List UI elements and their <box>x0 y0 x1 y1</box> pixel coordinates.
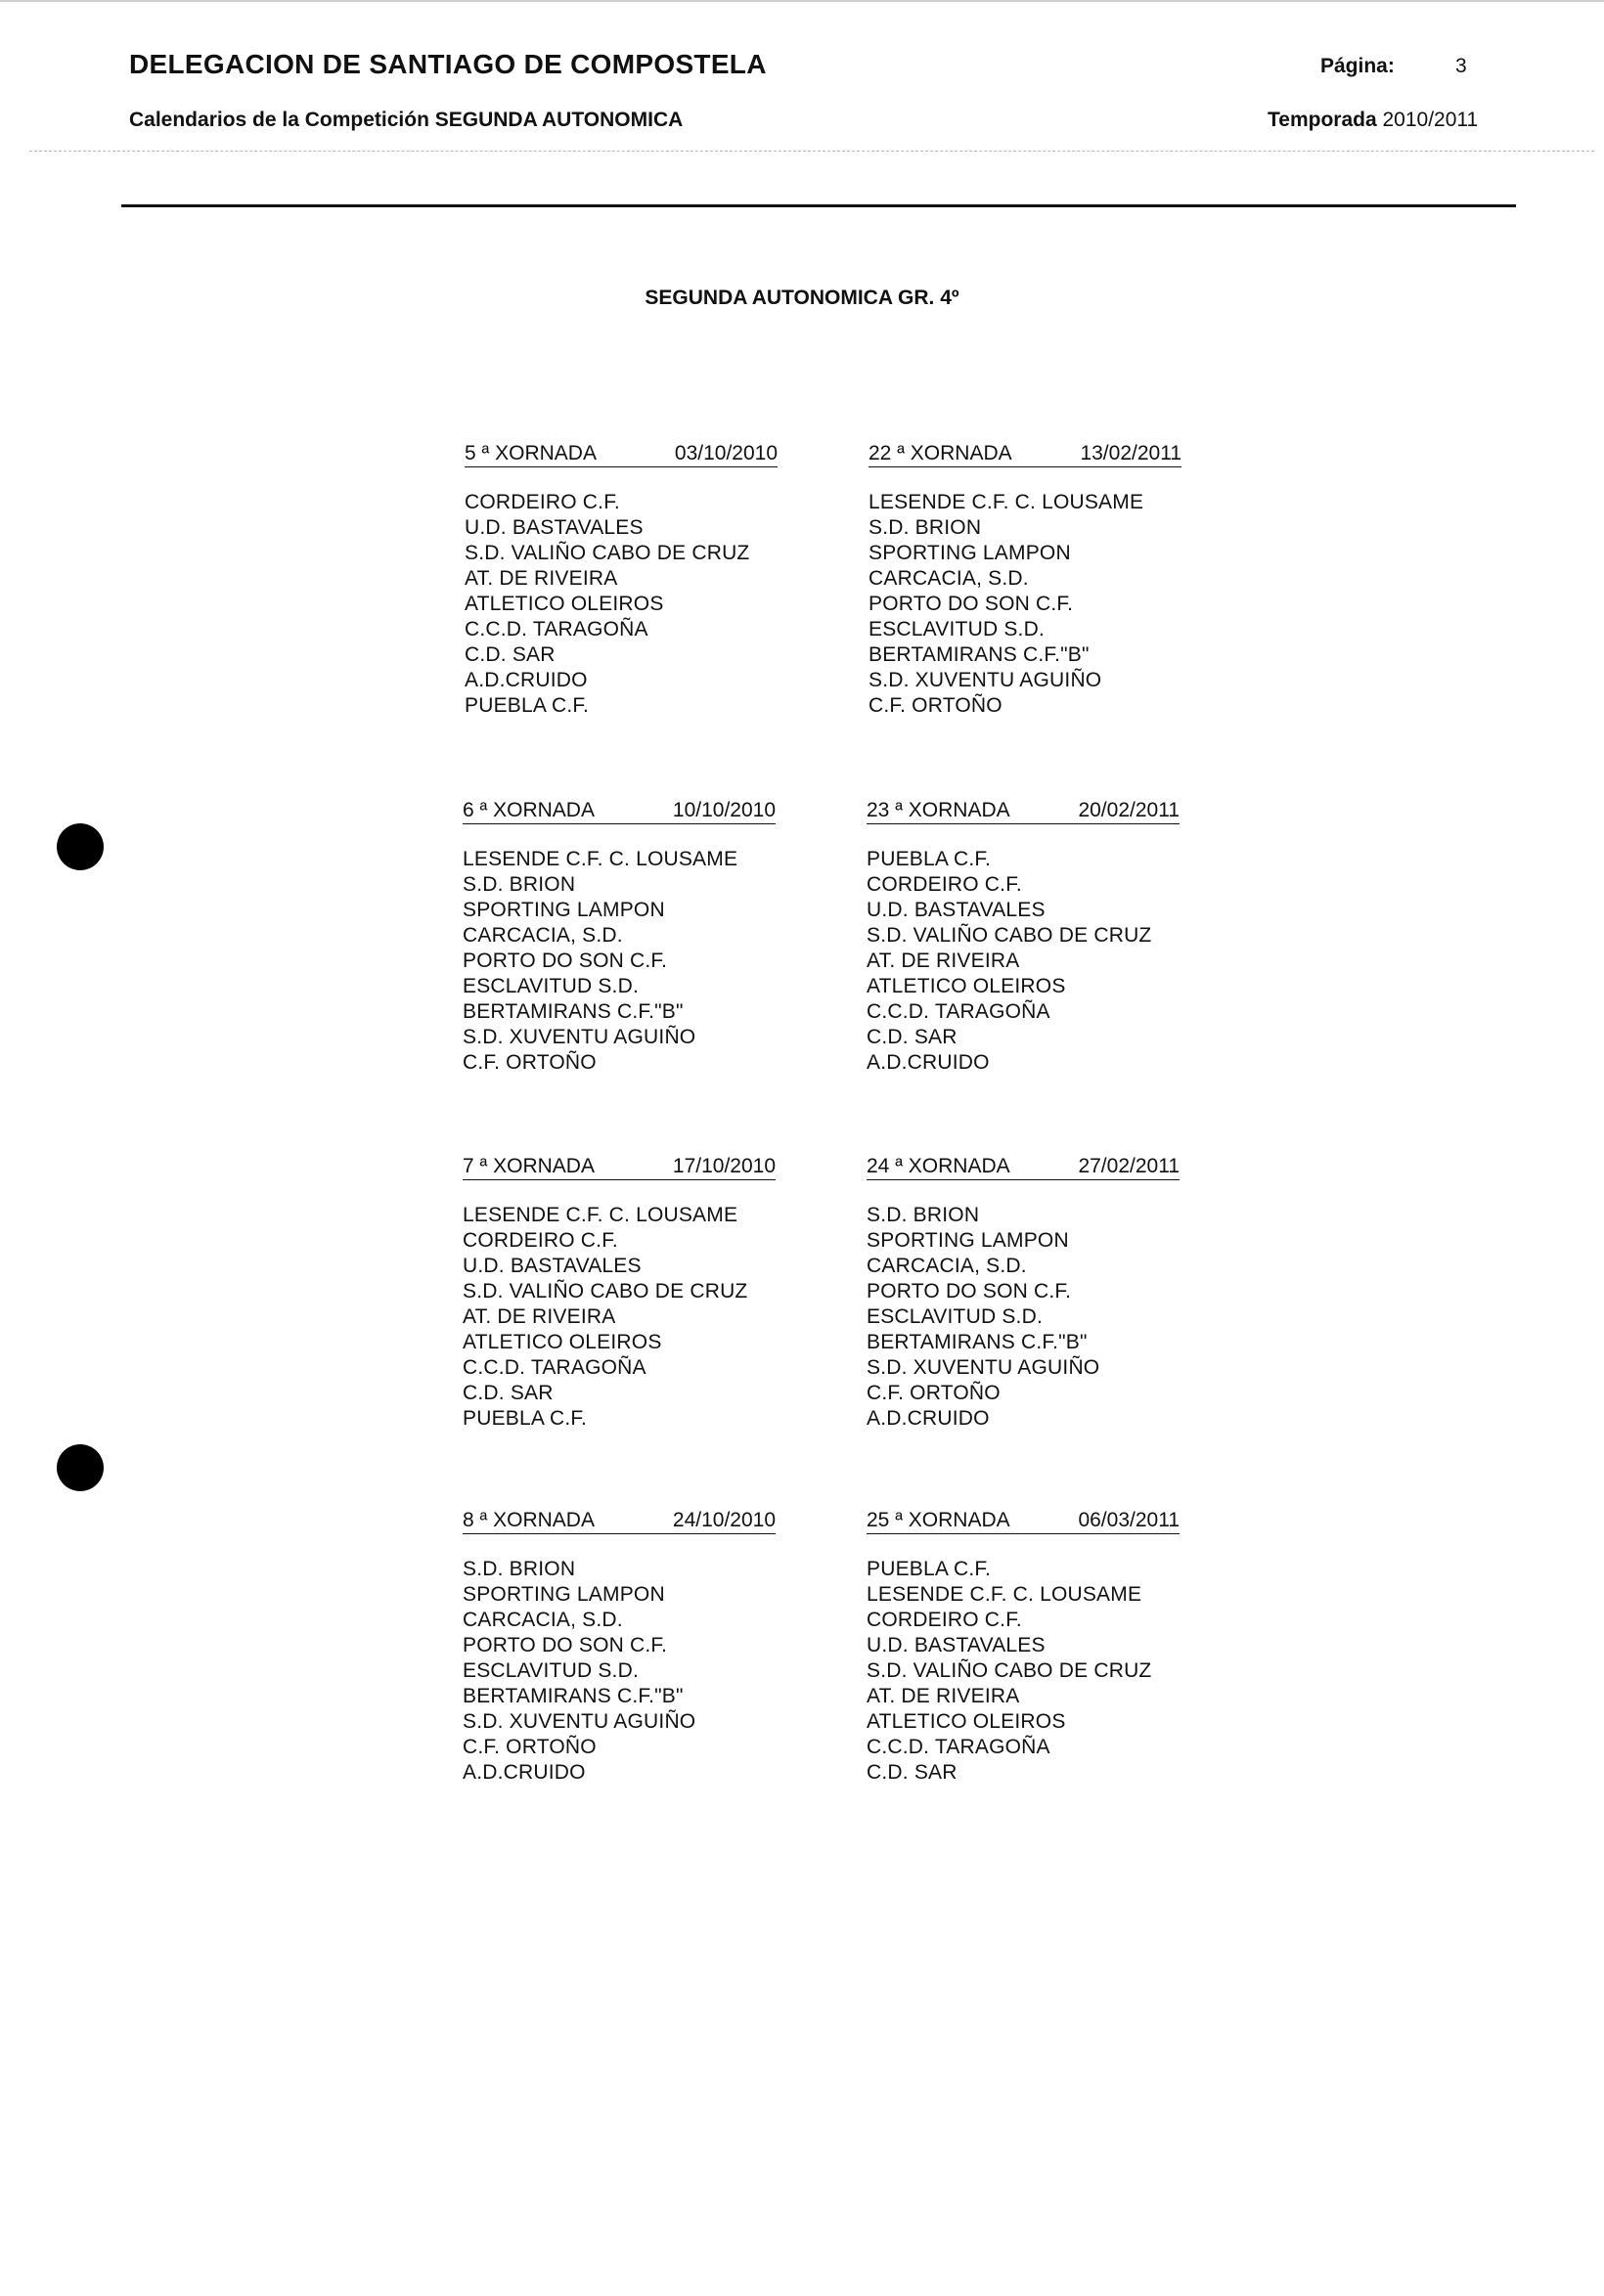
team-name: PUEBLA C.F. <box>465 694 590 717</box>
team-name: CORDEIRO C.F. <box>465 491 620 513</box>
team-name: A.D.CRUIDO <box>867 1407 990 1430</box>
round-header <box>867 1154 1180 1180</box>
team-name: CORDEIRO C.F. <box>867 873 1022 896</box>
team-name: AT. DE RIVEIRA <box>465 567 618 590</box>
page-label: Página: <box>1320 55 1395 77</box>
team-name: CARCACIA, S.D. <box>867 1255 1027 1277</box>
team-name: C.D. SAR <box>867 1026 958 1048</box>
round-header <box>465 441 778 467</box>
team-name: C.D. SAR <box>867 1761 958 1784</box>
team-name: S.D. BRION <box>463 873 576 896</box>
team-name: S.D. BRION <box>867 1204 980 1226</box>
round-block <box>463 1154 776 1432</box>
team-name: C.F. ORTOÑO <box>463 1051 597 1074</box>
team-name: U.D. BASTAVALES <box>463 1255 642 1277</box>
round-label: 23 ª XORNADA <box>867 799 1010 821</box>
team-name: AT. DE RIVEIRA <box>463 1305 616 1328</box>
team-name: LESENDE C.F. C. LOUSAME <box>869 491 1144 513</box>
page-number: 3 <box>1455 55 1467 77</box>
season <box>1268 109 1478 132</box>
team-name: ATLETICO OLEIROS <box>465 593 664 615</box>
team-name: ESCLAVITUD S.D. <box>869 618 1045 640</box>
round-label: 24 ª XORNADA <box>867 1155 1010 1177</box>
team-name: PUEBLA C.F. <box>867 1558 992 1580</box>
round-date: 06/03/2011 <box>1078 1509 1180 1531</box>
team-name: ESCLAVITUD S.D. <box>867 1305 1043 1328</box>
team-name: U.D. BASTAVALES <box>465 516 644 539</box>
round-date: 17/10/2010 <box>672 1155 776 1177</box>
round-header <box>869 441 1181 467</box>
team-name: CARCACIA, S.D. <box>463 1609 623 1631</box>
round-block <box>867 798 1180 1076</box>
team-name: SPORTING LAMPON <box>463 899 665 921</box>
round-date: 20/02/2011 <box>1078 799 1180 821</box>
team-name: PORTO DO SON C.F. <box>869 593 1074 615</box>
team-name: A.D.CRUIDO <box>867 1051 990 1074</box>
team-name: S.D. VALIÑO CABO DE CRUZ <box>463 1280 748 1303</box>
team-list <box>867 1557 1180 1786</box>
round-date: 24/10/2010 <box>672 1509 776 1531</box>
team-name: ATLETICO OLEIROS <box>867 1710 1066 1733</box>
team-list <box>465 490 778 719</box>
team-list <box>463 847 776 1076</box>
team-name: CARCACIA, S.D. <box>463 924 623 947</box>
team-name: A.D.CRUIDO <box>463 1761 586 1784</box>
organization-title: DELEGACION DE SANTIAGO DE COMPOSTELA <box>129 49 767 79</box>
team-name: U.D. BASTAVALES <box>867 899 1046 921</box>
round-label: 5 ª XORNADA <box>465 442 597 464</box>
round-block <box>465 441 778 719</box>
round-header <box>463 1154 776 1180</box>
team-name: U.D. BASTAVALES <box>867 1634 1046 1656</box>
season-value: 2010/2011 <box>1382 109 1479 131</box>
team-name: BERTAMIRANS C.F."B" <box>463 1000 684 1023</box>
team-name: ATLETICO OLEIROS <box>463 1331 662 1353</box>
team-name: BERTAMIRANS C.F."B" <box>463 1685 684 1707</box>
punch-hole-icon <box>57 1444 104 1491</box>
team-name: S.D. VALIÑO CABO DE CRUZ <box>867 1659 1152 1682</box>
team-list <box>463 1557 776 1786</box>
team-name: S.D. BRION <box>869 516 982 539</box>
team-name: A.D.CRUIDO <box>465 669 588 691</box>
team-name: SPORTING LAMPON <box>869 542 1071 564</box>
team-name: PORTO DO SON C.F. <box>867 1280 1072 1303</box>
team-name: S.D. XUVENTU AGUIÑO <box>463 1710 696 1733</box>
group-title-text: SEGUNDA AUTONOMICA GR. 4º <box>645 287 959 309</box>
team-name: CORDEIRO C.F. <box>867 1609 1022 1631</box>
team-name: S.D. BRION <box>463 1558 576 1580</box>
round-date: 27/02/2011 <box>1078 1155 1180 1177</box>
header-dashed-divider <box>29 151 1594 152</box>
team-name: PUEBLA C.F. <box>463 1407 588 1430</box>
round-date: 13/02/2011 <box>1080 442 1181 464</box>
season-label: Temporada <box>1268 109 1377 131</box>
team-name: LESENDE C.F. C. LOUSAME <box>463 848 738 870</box>
round-label: 25 ª XORNADA <box>867 1509 1010 1531</box>
team-name: C.C.D. TARAGOÑA <box>463 1356 646 1379</box>
team-name: C.D. SAR <box>465 643 556 666</box>
team-name: C.C.D. TARAGOÑA <box>867 1736 1050 1758</box>
round-label: 22 ª XORNADA <box>869 442 1012 464</box>
round-block <box>463 798 776 1076</box>
team-name: ESCLAVITUD S.D. <box>463 975 639 997</box>
round-date: 10/10/2010 <box>672 799 776 821</box>
round-header <box>463 1508 776 1534</box>
round-label: 7 ª XORNADA <box>463 1155 595 1177</box>
team-name: C.C.D. TARAGOÑA <box>465 618 648 640</box>
team-name: CARCACIA, S.D. <box>869 567 1029 590</box>
punch-hole-icon <box>57 823 104 870</box>
round-block <box>867 1508 1180 1786</box>
team-name: S.D. XUVENTU AGUIÑO <box>867 1356 1100 1379</box>
team-name: C.C.D. TARAGOÑA <box>867 1000 1050 1023</box>
team-name: ATLETICO OLEIROS <box>867 975 1066 997</box>
team-name: S.D. XUVENTU AGUIÑO <box>463 1026 696 1048</box>
team-name: SPORTING LAMPON <box>867 1229 1069 1252</box>
team-name: BERTAMIRANS C.F."B" <box>869 643 1090 666</box>
round-label: 6 ª XORNADA <box>463 799 595 821</box>
round-label: 8 ª XORNADA <box>463 1509 595 1531</box>
team-name: ESCLAVITUD S.D. <box>463 1659 639 1682</box>
group-title <box>0 287 1604 310</box>
team-name: LESENDE C.F. C. LOUSAME <box>463 1204 738 1226</box>
round-header <box>867 1508 1180 1534</box>
team-name: SPORTING LAMPON <box>463 1583 665 1606</box>
round-block <box>867 1154 1180 1432</box>
team-name: C.F. ORTOÑO <box>869 694 1002 717</box>
team-name: C.F. ORTOÑO <box>867 1382 1001 1404</box>
team-name: BERTAMIRANS C.F."B" <box>867 1331 1088 1353</box>
team-list <box>867 1203 1180 1432</box>
team-list <box>867 847 1180 1076</box>
top-edge-line <box>0 0 1604 2</box>
team-list <box>869 490 1181 719</box>
team-name: S.D. XUVENTU AGUIÑO <box>869 669 1102 691</box>
round-header <box>463 798 776 824</box>
team-name: AT. DE RIVEIRA <box>867 1685 1020 1707</box>
team-name: CORDEIRO C.F. <box>463 1229 618 1252</box>
header-divider <box>121 204 1516 207</box>
team-name: C.D. SAR <box>463 1382 554 1404</box>
competition-subtitle: Calendarios de la Competición SEGUNDA AUTONOMICA <box>129 109 684 131</box>
round-date: 03/10/2010 <box>674 442 778 464</box>
team-list <box>463 1203 776 1432</box>
team-name: PORTO DO SON C.F. <box>463 1634 668 1656</box>
team-name: S.D. VALIÑO CABO DE CRUZ <box>867 924 1152 947</box>
team-name: LESENDE C.F. C. LOUSAME <box>867 1583 1142 1606</box>
round-block <box>869 441 1181 719</box>
team-name: PORTO DO SON C.F. <box>463 949 668 972</box>
round-block <box>463 1508 776 1786</box>
round-header <box>867 798 1180 824</box>
team-name: C.F. ORTOÑO <box>463 1736 597 1758</box>
team-name: PUEBLA C.F. <box>867 848 992 870</box>
team-name: S.D. VALIÑO CABO DE CRUZ <box>465 542 750 564</box>
team-name: AT. DE RIVEIRA <box>867 949 1020 972</box>
